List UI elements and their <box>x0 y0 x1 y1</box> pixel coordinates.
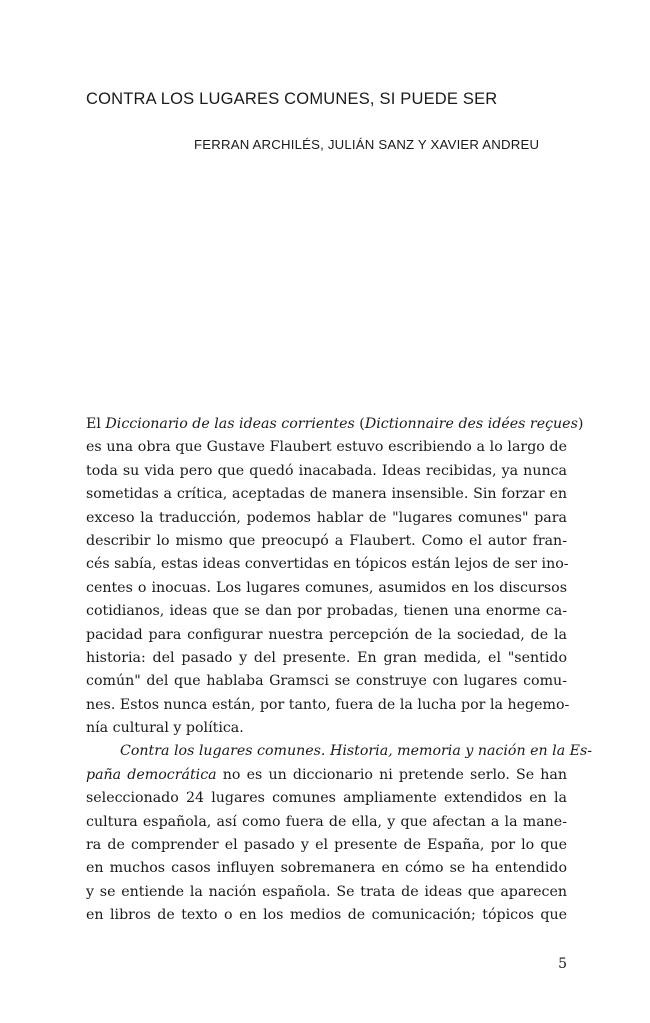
text-run: nía cultural y política. <box>86 720 244 737</box>
text-line <box>86 764 567 787</box>
text-line <box>86 670 567 693</box>
text-line <box>86 460 567 483</box>
text-line <box>86 834 567 857</box>
text-line <box>86 507 567 530</box>
italic-text: Diccionario de las ideas corrientes <box>105 416 355 432</box>
text-run: cés sabía, estas ideas convertidas en tópicos están lejos de ser ino- <box>86 556 569 573</box>
text-line <box>86 413 584 436</box>
body-text <box>86 413 593 928</box>
text-line <box>86 530 567 553</box>
text-line <box>86 436 567 459</box>
text-line <box>86 577 567 600</box>
text-run: ( <box>354 416 365 432</box>
paragraph-2 <box>86 740 593 927</box>
text-run: toda su vida pero que quedó inacabada. Ideas recibidas, ya nunca <box>86 462 567 479</box>
text-run: pacidad para configurar nuestra percepción de la sociedad, de la <box>86 626 567 643</box>
text-run: y se entiende la nación española. Se trata de ideas que aparecen <box>86 883 567 900</box>
text-run: describir lo mismo que preocupó a Flaubert. Como el autor fran- <box>86 532 567 549</box>
text-run: nes. Estos nunca están, por tanto, fuera de la lucha por la hegemo- <box>86 696 570 713</box>
text-line <box>86 740 593 763</box>
text-run: historia: del pasado y del presente. En gran medida, el "sentido <box>86 649 567 666</box>
page-number: 5 <box>558 956 567 972</box>
text-line <box>86 811 567 834</box>
text-line <box>86 624 567 647</box>
text-run: seleccionado 24 lugares comunes ampliamente extendidos en la <box>86 790 567 807</box>
text-line <box>86 904 567 927</box>
text-line <box>86 553 567 576</box>
text-line <box>86 717 567 740</box>
text-run: común" del que hablaba Gramsci se construye con lugares comu- <box>86 673 567 690</box>
chapter-authors: FERRAN ARCHILÉS, JULIÁN SANZ Y XAVIER ANDREU <box>194 137 540 152</box>
text-line <box>86 483 567 506</box>
italic-text: Dictionnaire des idées reçues <box>364 416 578 432</box>
text-run: sometidas a crítica, aceptadas de manera insensible. Sin forzar en <box>86 486 567 503</box>
text-line <box>86 787 567 810</box>
text-run: exceso la traducción, podemos hablar de "lugares comunes" para <box>86 509 567 526</box>
text-run: es una obra que Gustave Flaubert estuvo escribiendo a lo largo de <box>86 439 567 456</box>
text-run: en libros de texto o en los medios de comunicación; tópicos que <box>86 907 567 924</box>
italic-text: paña democrática <box>86 766 217 783</box>
chapter-title: CONTRA LOS LUGARES COMUNES, SI PUEDE SER <box>86 90 498 108</box>
text-run: El <box>86 416 106 432</box>
text-run: no es un diccionario ni pretende serlo. Se han <box>216 766 568 783</box>
text-run: ra de comprender el pasado y el presente de España, por lo que <box>86 837 567 854</box>
text-line <box>86 600 567 623</box>
text-line <box>86 857 567 880</box>
paragraph-1 <box>86 413 584 740</box>
text-run: ) <box>577 416 584 432</box>
text-run: cotidianos, ideas que se dan por probadas, tienen una enorme ca- <box>86 603 567 620</box>
text-run: cultura española, así como fuera de ella, y que afectan a la mane- <box>86 813 567 830</box>
text-run: centes o inocuas. Los lugares comunes, asumidos en los discursos <box>86 579 567 596</box>
text-line <box>86 694 570 717</box>
text-run: en muchos casos influyen sobremanera en cómo se ha entendido <box>86 860 567 877</box>
text-line <box>86 647 567 670</box>
italic-text: Contra los lugares comunes. Historia, memoria y nación en la Es- <box>120 743 593 760</box>
text-line <box>86 881 567 904</box>
